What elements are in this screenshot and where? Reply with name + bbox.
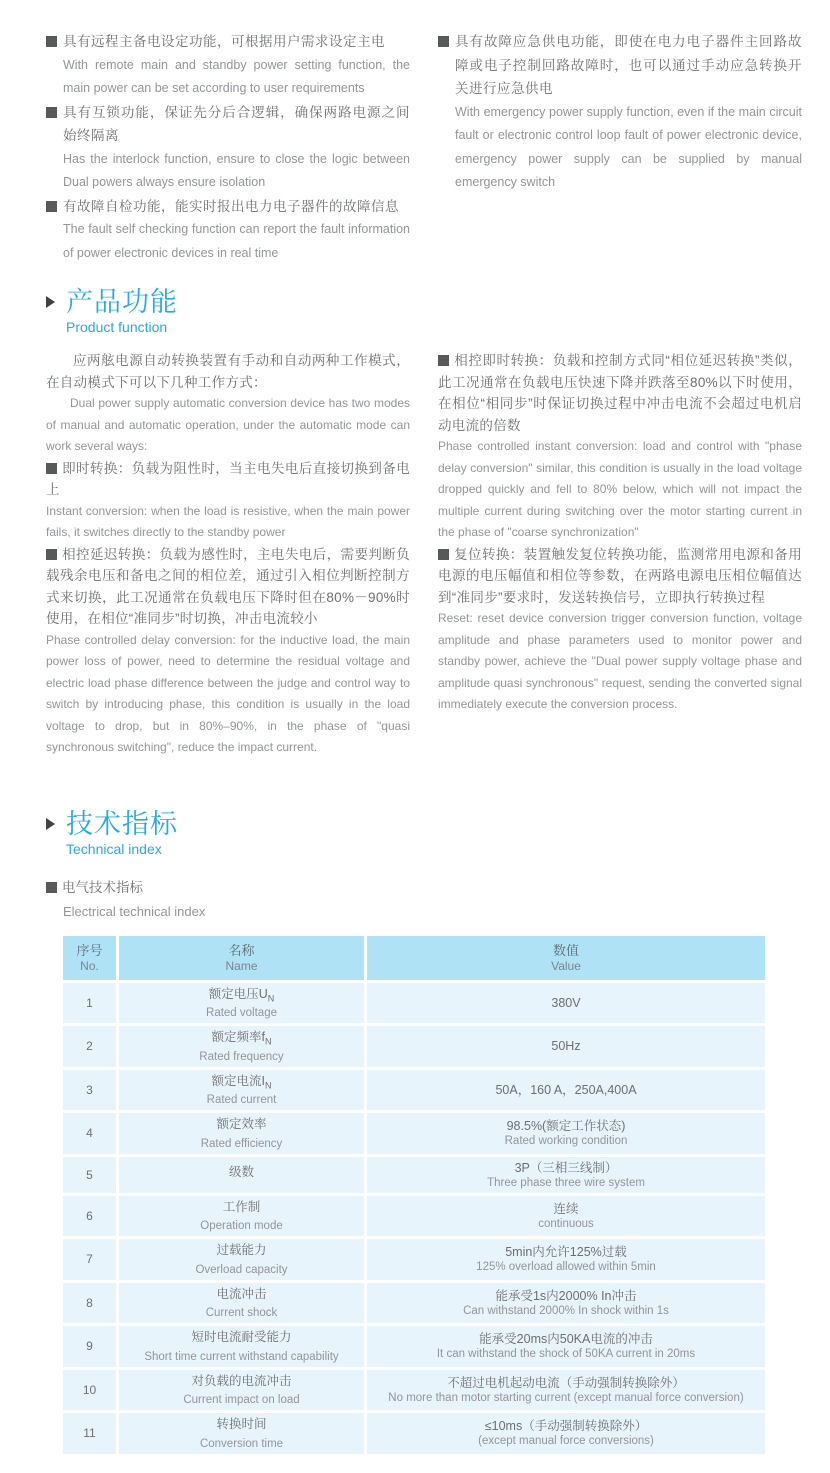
paragraph-en: Dual power supply automatic conversion device has two modes of manual and automatic operation, under the automatic mode can work several ways: — [46, 396, 410, 453]
bullet-square-icon — [46, 882, 57, 893]
cell-value: 能承受20ms内50KA电流的冲击 It can withstand the shock of 50KA current in 20ms — [367, 1326, 765, 1367]
table-row — [63, 983, 765, 1024]
cell-no: 2 — [63, 1026, 116, 1067]
paragraph-zh-bullet — [438, 350, 802, 436]
pf-left-column — [46, 350, 410, 759]
paragraph-zh-bullet — [46, 544, 410, 630]
section-header-technical-index — [46, 809, 802, 858]
feature-column-right — [438, 30, 802, 265]
feature-text-en: With remote main and standby power setting function, the main power can be set according to user requirements — [63, 57, 410, 95]
cell-no: 10 — [63, 1370, 116, 1411]
cell-name: 电流冲击 Current shock — [119, 1283, 364, 1324]
table-row — [63, 1196, 765, 1237]
bullet-square-icon — [438, 355, 449, 366]
cell-value: 98.5%(额定工作状态) Rated working condition — [367, 1113, 765, 1154]
section-title-zh: 技术指标 — [66, 808, 178, 839]
col-header-no: 序号 No. — [63, 936, 116, 980]
cell-value: 3P（三相三线制） Three phase three wire system — [367, 1157, 765, 1193]
cell-no: 5 — [63, 1157, 116, 1193]
section-title-en: Technical index — [66, 840, 162, 857]
paragraph-zh: 应两舷电源自动转换装置有手动和自动两种工作模式，在自动模式下可以下几种工作方式： — [46, 353, 410, 390]
electrical-index-subheader — [46, 878, 802, 921]
table-row — [63, 1326, 765, 1367]
feature-item — [46, 30, 410, 101]
paragraph-zh-bullet — [46, 458, 410, 501]
bullet-square-icon — [438, 36, 449, 47]
cell-value: 5min内允许125%过载 125% overload allowed within 5min — [367, 1239, 765, 1280]
paragraph-text: 即时转换：负载为阻性时，当主电失电后直接切换到备电上 — [46, 460, 410, 497]
cell-name: 级数 — [119, 1157, 364, 1193]
paragraph-text: 复位转换：装置触发复位转换功能，监测常用电源和备用电源的电压幅值和相位等参数，在两路电源电压相位幅值达到“准同步”要求时，发送转换信号，立即执行转换过程 — [438, 546, 802, 605]
cell-value: ≤10ms（手动强制转换除外） (except manual force conversions) — [367, 1413, 765, 1454]
bullet-square-icon — [46, 549, 57, 560]
table-row — [63, 1283, 765, 1324]
col-header-value: 数值 Value — [367, 936, 765, 980]
electrical-spec-table — [60, 933, 768, 1457]
cell-name: 短时电流耐受能力 Short time current withstand capability — [119, 1326, 364, 1367]
feature-text-zh: 具有互锁功能，保证先分后合逻辑，确保两路电源之间始终隔离 — [63, 104, 410, 143]
paragraph-en: Phase controlled instant conversion: load and control with "phase delay conversion" similar, this condition is usually in the load voltage dropped quickly and fell to 80% below, which will not impact the multiple current during switching over the motor starting current in the phase of "coarse synchronization" — [438, 439, 802, 539]
table-row — [63, 1157, 765, 1193]
paragraph-text: 相控延迟转换：负载为感性时，主电失电后，需要判断负载残余电压和备电之间的相位差，通过引入相位判断控制方式来切换，此工况通常在负载电压下降时但在80%－90%时使用，在相位“准同步”时切换，冲击电流较小 — [46, 546, 410, 626]
col-header-name: 名称 Name — [119, 936, 364, 980]
cell-value: 380V — [367, 983, 765, 1024]
table-header-row — [63, 936, 765, 980]
product-function-body — [46, 350, 802, 759]
feature-column-left — [46, 30, 410, 265]
subheader-en: Electrical technical index — [63, 903, 206, 919]
feature-section — [46, 30, 802, 265]
cell-name: 转换时间 Conversion time — [119, 1413, 364, 1454]
cell-name: 额定效率 Rated efficiency — [119, 1113, 364, 1154]
cell-no: 4 — [63, 1113, 116, 1154]
cell-name: 对负载的电流冲击 Current impact on load — [119, 1370, 364, 1411]
bullet-square-icon — [46, 201, 57, 212]
bullet-square-icon — [46, 36, 57, 47]
cell-name: 工作制 Operation mode — [119, 1196, 364, 1237]
bullet-square-icon — [438, 549, 449, 560]
cell-no: 6 — [63, 1196, 116, 1237]
section-title-en: Product function — [66, 319, 168, 335]
paragraph-en: Instant conversion: when the load is resistive, when the main power fails, it switches directly to the standby power — [46, 503, 410, 539]
cell-no: 1 — [63, 983, 116, 1024]
table-row — [63, 1239, 765, 1280]
table-row — [63, 1113, 765, 1154]
cell-value: 50Hz — [367, 1026, 765, 1067]
cell-value: 不超过电机起动电流（手动强制转换除外） No more than motor starting current (except manual force conversion) — [367, 1370, 765, 1411]
feature-text-zh: 具有远程主备电设定功能，可根据用户需求设定主电 — [63, 34, 385, 49]
table-row — [63, 1026, 765, 1067]
subheader-zh: 电气技术指标 — [62, 879, 143, 895]
feature-item — [438, 30, 802, 195]
cell-value: 50A，160 A，250A,400A — [367, 1070, 765, 1111]
feature-item — [46, 101, 410, 195]
cell-no: 9 — [63, 1326, 116, 1367]
bullet-square-icon — [46, 107, 57, 118]
paragraph-en: Phase controlled delay conversion: for the inductive load, the main power loss of power, need to determine the residual voltage and electric load phase difference between the judge and control way to switch by introducing phase, this condition is usually in the load voltage to drop, but in 80%–90%, in the phase of "quasi synchronous switching", reduce the impact current. — [46, 632, 410, 754]
cell-no: 7 — [63, 1239, 116, 1280]
cell-name: 额定电流$I_N$ Rated current — [119, 1070, 364, 1111]
pf-right-column — [438, 350, 802, 759]
section-header-product-function — [46, 287, 802, 336]
feature-text-en: The fault self checking function can report the fault information of power electronic devices in real time — [63, 222, 410, 260]
triangle-marker-icon — [46, 296, 55, 308]
feature-text-zh: 有故障自检功能，能实时报出电力电子器件的故障信息 — [63, 198, 399, 214]
cell-no: 3 — [63, 1070, 116, 1111]
feature-text-zh: 具有故障应急供电功能，即使在电力电子器件主回路故障或电子控制回路故障时，也可以通过手动应急转换开关进行应急供电 — [455, 34, 802, 96]
feature-text-en: Has the interlock function, ensure to close the logic between Dual powers always ensure isolation — [63, 151, 410, 189]
cell-name: 额定频率$f_N$ Rated frequency — [119, 1026, 364, 1067]
table-row — [63, 1413, 765, 1454]
cell-value: 连续 continuous — [367, 1196, 765, 1237]
bullet-square-icon — [46, 463, 57, 474]
paragraph-text: 相控即时转换：负载和控制方式同“相位延迟转换”类似，此工况通常在负载电压快速下降并跌落至80%以下时使用，在相位“相同步”时保证切换过程中冲击电流不会超过电机启动电流的倍数 — [438, 353, 802, 433]
cell-name: 额定电压$U_N$ Rated voltage — [119, 983, 364, 1024]
section-title-zh: 产品功能 — [66, 287, 178, 317]
paragraph-en: Reset: reset device conversion trigger conversion function, voltage amplitude and phase parameters used to monitor power and standby power, achieve the "Dual power supply voltage phase and amplitude quasi synchronous" request, sending the converted signal immediately execute the conversion process. — [438, 611, 802, 711]
cell-no: 11 — [63, 1413, 116, 1454]
feature-item — [46, 195, 410, 266]
table-row — [63, 1370, 765, 1411]
table-row — [63, 1070, 765, 1111]
cell-value: 能承受1s内2000% In冲击 Can withstand 2000% In shock within 1s — [367, 1283, 765, 1324]
cell-no: 8 — [63, 1283, 116, 1324]
cell-name: 过载能力 Overload capacity — [119, 1239, 364, 1280]
triangle-marker-icon — [46, 818, 55, 830]
feature-text-en: With emergency power supply function, even if the main circuit fault or electronic control loop fault of power electronic device, emergency power supply can be supplied by manual emergency switch — [455, 104, 802, 189]
paragraph-zh-bullet — [438, 544, 802, 609]
